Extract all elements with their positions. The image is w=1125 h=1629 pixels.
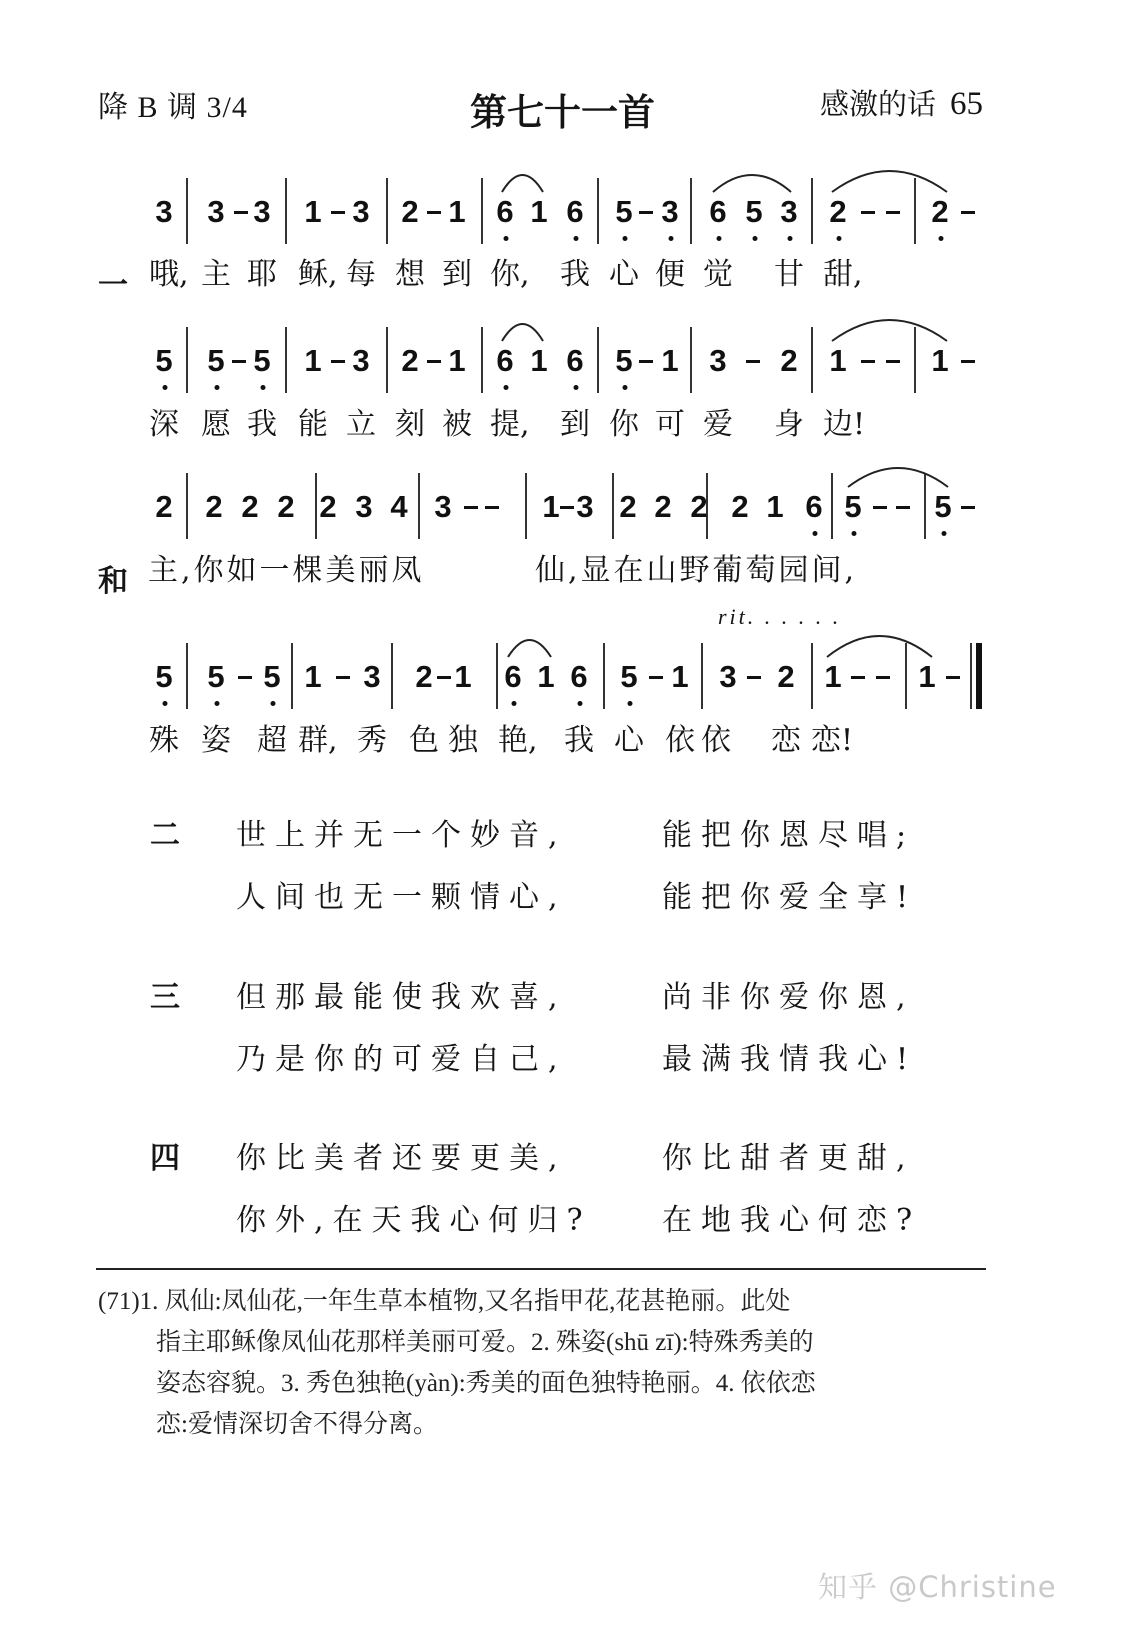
note: 1 — [530, 194, 548, 229]
note: 4 — [390, 489, 408, 524]
lyric-syllable: 依 — [701, 723, 731, 758]
note: 6 — [496, 343, 514, 378]
lyric-syllable: 边! — [823, 407, 866, 442]
note: 1 — [304, 194, 322, 229]
lyric-syllable: 提, — [490, 407, 530, 442]
note: 5 — [253, 343, 271, 378]
section-header — [820, 82, 983, 123]
slur-arc — [825, 631, 934, 659]
bar-line — [481, 178, 483, 244]
note: 1 — [304, 343, 322, 378]
duration-dash — [861, 211, 875, 214]
note: 1 — [671, 659, 689, 694]
note: 3 — [155, 194, 173, 229]
footnote — [98, 1281, 988, 1445]
note: 2 — [777, 659, 795, 694]
lyric-syllable: 被 — [442, 407, 472, 442]
lyric-syllable: 群, — [298, 723, 338, 758]
lyric-syllable: 恋! — [811, 723, 854, 758]
note: 6 — [805, 489, 823, 524]
note: 2 — [619, 489, 637, 524]
slur-arc — [500, 319, 545, 343]
lyric-syllable: 独 — [448, 723, 478, 758]
lyric-syllable: 稣, — [298, 257, 338, 292]
lyric-syllable: 我 — [247, 407, 277, 442]
stanza-phrase-a: 人间也无一颗情心, — [236, 880, 567, 915]
lyric-syllable: 觉 — [703, 257, 733, 292]
duration-dash — [464, 506, 478, 509]
bar-line — [315, 473, 317, 539]
lyric-syllable: 每 — [346, 257, 376, 292]
stanza-number: 三 — [150, 980, 180, 1015]
note: 6 — [496, 194, 514, 229]
low-octave-dot — [574, 236, 579, 241]
duration-dash — [876, 676, 890, 679]
lyric-syllable: 到 — [560, 407, 590, 442]
note: 2 — [931, 194, 949, 229]
duration-dash — [861, 360, 875, 363]
note: 3 — [576, 489, 594, 524]
duration-dash — [639, 360, 653, 363]
note: 3 — [355, 489, 373, 524]
note: 1 — [448, 194, 466, 229]
duration-dash — [896, 506, 910, 509]
duration-dash — [649, 676, 663, 679]
watermark: 知乎 @Christine — [818, 1570, 1057, 1604]
lyric-syllable: 我 — [560, 257, 590, 292]
hymn-title: 第七十一首 — [470, 90, 655, 134]
lyric-line: 主,你如一棵美丽凤 — [148, 553, 425, 588]
footnote-line: 姿态容貌。3. 秀色独艳(yàn):秀美的面色独特艳丽。4. 依依恋 — [156, 1370, 816, 1397]
lyric-syllable: 色 — [409, 723, 439, 758]
bar-line — [831, 473, 833, 539]
stanza-phrase-a: 你比美者还要更美, — [236, 1141, 567, 1176]
section-title: 感激的话 — [819, 89, 936, 121]
note: 1 — [824, 659, 842, 694]
stanza-phrase-a: 但那最能使我欢喜, — [236, 980, 567, 1015]
low-octave-dot — [163, 385, 168, 390]
bar-line — [597, 178, 599, 244]
duration-dash — [331, 211, 345, 214]
duration-dash — [851, 676, 865, 679]
low-octave-dot — [753, 236, 758, 241]
duration-dash — [946, 676, 960, 679]
bar-line — [418, 473, 420, 539]
note: 3 — [253, 194, 271, 229]
duration-dash — [961, 506, 975, 509]
bar-line — [603, 643, 605, 709]
note: 2 — [829, 194, 847, 229]
bar-line — [186, 178, 188, 244]
slur-arc — [711, 170, 793, 194]
verse-label: 和 — [98, 564, 128, 599]
final-bar-thick — [976, 643, 982, 709]
duration-dash — [886, 211, 900, 214]
final-bar-thin — [970, 643, 972, 709]
bar-line — [291, 643, 293, 709]
lyric-syllable: 甜, — [823, 257, 863, 292]
low-octave-dot — [574, 385, 579, 390]
bar-line — [701, 643, 703, 709]
lyric-syllable: 深 — [149, 407, 179, 442]
note: 2 — [731, 489, 749, 524]
bar-line — [811, 643, 813, 709]
slur-arc — [830, 166, 949, 194]
note: 3 — [352, 343, 370, 378]
note: 1 — [766, 489, 784, 524]
bar-line — [690, 178, 692, 244]
note: 1 — [537, 659, 555, 694]
note: 2 — [277, 489, 295, 524]
note: 3 — [719, 659, 737, 694]
note: 1 — [661, 343, 679, 378]
stanza-phrase-a: 你外,在天我心何归? — [236, 1203, 592, 1238]
stanza-phrase-b: 在地我心何恋? — [662, 1203, 922, 1238]
note: 5 — [155, 343, 173, 378]
lyric-syllable: 刻 — [395, 407, 425, 442]
low-octave-dot — [669, 236, 674, 241]
stanza-phrase-b: 最满我情我心! — [662, 1042, 918, 1077]
low-octave-dot — [215, 701, 220, 706]
bar-line — [811, 327, 813, 393]
bar-line — [690, 327, 692, 393]
lyric-syllable: 心 — [614, 723, 644, 758]
bar-line — [386, 178, 388, 244]
stanza-number: 二 — [150, 818, 180, 853]
lyric-syllable: 便 — [655, 257, 685, 292]
note: 2 — [690, 489, 708, 524]
note: 1 — [304, 659, 322, 694]
note: 2 — [654, 489, 672, 524]
duration-dash — [639, 211, 653, 214]
duration-dash — [560, 506, 574, 509]
low-octave-dot — [512, 701, 517, 706]
low-octave-dot — [852, 531, 857, 536]
note: 2 — [205, 489, 223, 524]
key-signature: 降 B 调 3/4 — [98, 91, 248, 124]
bar-line — [186, 327, 188, 393]
lyric-syllable: 甘 — [774, 257, 804, 292]
bar-line — [811, 178, 813, 244]
note: 2 — [241, 489, 259, 524]
note: 3 — [352, 194, 370, 229]
duration-dash — [234, 211, 248, 214]
lyric-syllable: 我 — [564, 723, 594, 758]
low-octave-dot — [942, 531, 947, 536]
note: 5 — [934, 489, 952, 524]
note: 2 — [401, 194, 419, 229]
note: 5 — [155, 659, 173, 694]
footnote-divider — [96, 1268, 986, 1270]
low-octave-dot — [578, 701, 583, 706]
duration-dash — [886, 360, 900, 363]
duration-dash — [238, 676, 252, 679]
note: 1 — [542, 489, 560, 524]
stanza-phrase-b: 能把你爱全享! — [662, 880, 918, 915]
bar-line — [285, 178, 287, 244]
note: 1 — [829, 343, 847, 378]
note: 5 — [207, 343, 225, 378]
lyric-syllable: 可 — [655, 407, 685, 442]
bar-line — [496, 643, 498, 709]
bar-line — [481, 327, 483, 393]
note: 1 — [530, 343, 548, 378]
note: 3 — [363, 659, 381, 694]
note: 1 — [918, 659, 936, 694]
duration-dash — [427, 211, 441, 214]
bar-line — [597, 327, 599, 393]
note: 3 — [780, 194, 798, 229]
bar-line — [186, 643, 188, 709]
note: 6 — [570, 659, 588, 694]
lyric-syllable: 殊 — [149, 723, 179, 758]
low-octave-dot — [504, 236, 509, 241]
lyric-syllable: 姿 — [201, 723, 231, 758]
stanza-phrase-b: 尚非你爱你恩, — [662, 980, 915, 1015]
note: 6 — [566, 343, 584, 378]
lyric-syllable: 恋 — [771, 723, 801, 758]
note: 2 — [780, 343, 798, 378]
duration-dash — [437, 676, 451, 679]
note: 5 — [745, 194, 763, 229]
bar-line — [386, 327, 388, 393]
lyric-syllable: 你, — [490, 257, 530, 292]
lyric-syllable: 艳, — [498, 723, 538, 758]
note: 1 — [448, 343, 466, 378]
duration-dash — [336, 676, 350, 679]
low-octave-dot — [788, 236, 793, 241]
note: 5 — [263, 659, 281, 694]
note: 3 — [709, 343, 727, 378]
lyric-syllable: 耶 — [247, 257, 277, 292]
lyric-syllable: 心 — [609, 257, 639, 292]
duration-dash — [961, 211, 975, 214]
lyric-syllable: 愿 — [201, 407, 231, 442]
note: 1 — [454, 659, 472, 694]
note: 3 — [207, 194, 225, 229]
low-octave-dot — [813, 531, 818, 536]
stanza-phrase-a: 乃是你的可爱自己, — [236, 1042, 567, 1077]
duration-dash — [961, 360, 975, 363]
low-octave-dot — [623, 236, 628, 241]
duration-dash — [873, 506, 887, 509]
lyric-syllable: 能 — [298, 407, 328, 442]
note: 6 — [504, 659, 522, 694]
low-octave-dot — [939, 236, 944, 241]
bar-line — [391, 643, 393, 709]
low-octave-dot — [261, 385, 266, 390]
low-octave-dot — [623, 385, 628, 390]
duration-dash — [331, 360, 345, 363]
note: 3 — [434, 489, 452, 524]
stanza-phrase-b: 能把你恩尽唱; — [662, 818, 916, 853]
bar-line — [612, 473, 614, 539]
duration-dash — [232, 360, 246, 363]
slur-arc — [830, 315, 949, 343]
lyric-syllable: 到 — [442, 257, 472, 292]
note: 2 — [415, 659, 433, 694]
lyric-syllable: 爱 — [703, 407, 733, 442]
lyric-syllable: 超 — [257, 723, 287, 758]
note: 5 — [207, 659, 225, 694]
lyric-syllable: 想 — [395, 257, 425, 292]
lyric-syllable: 主 — [201, 257, 231, 292]
slur-arc — [846, 463, 950, 489]
bar-line — [525, 473, 527, 539]
lyric-syllable: 你 — [609, 407, 639, 442]
note: 2 — [401, 343, 419, 378]
lyric-syllable: 身 — [774, 407, 804, 442]
low-octave-dot — [504, 385, 509, 390]
note: 5 — [620, 659, 638, 694]
lyric-line: 仙,显在山野葡萄园间, — [535, 553, 858, 588]
low-octave-dot — [271, 701, 276, 706]
note: 5 — [615, 194, 633, 229]
ritardando-marking: rit. . . . . . — [718, 604, 842, 629]
lyric-syllable: 秀 — [357, 723, 387, 758]
slur-arc — [500, 170, 545, 194]
footnote-line: (71)1. 凤仙:凤仙花,一年生草本植物,又名指甲花,花甚艳丽。此处 — [98, 1288, 791, 1315]
stanza-number: 四 — [150, 1141, 180, 1176]
note: 2 — [319, 489, 337, 524]
low-octave-dot — [215, 385, 220, 390]
duration-dash — [427, 360, 441, 363]
slur-arc — [506, 635, 553, 659]
bar-line — [285, 327, 287, 393]
lyric-syllable: 依 — [665, 723, 695, 758]
page-number: 65 — [950, 86, 983, 122]
note: 2 — [155, 489, 173, 524]
footnote-line: 恋:爱情深切舍不得分离。 — [156, 1411, 438, 1438]
low-octave-dot — [163, 701, 168, 706]
stanza-phrase-a: 世上并无一个妙音, — [236, 818, 567, 853]
bar-line — [186, 473, 188, 539]
lyric-syllable: 哦, — [149, 257, 189, 292]
note: 3 — [661, 194, 679, 229]
note: 5 — [615, 343, 633, 378]
note: 6 — [709, 194, 727, 229]
note: 5 — [844, 489, 862, 524]
duration-dash — [746, 360, 760, 363]
lyric-syllable: 立 — [346, 407, 376, 442]
duration-dash — [747, 676, 761, 679]
verse-label: 一 — [98, 268, 128, 303]
note: 1 — [931, 343, 949, 378]
note: 6 — [566, 194, 584, 229]
low-octave-dot — [837, 236, 842, 241]
duration-dash — [485, 506, 499, 509]
low-octave-dot — [628, 701, 633, 706]
footnote-line: 指主耶稣像凤仙花那样美丽可爱。2. 殊姿(shū zī):特殊秀美的 — [156, 1329, 814, 1356]
low-octave-dot — [717, 236, 722, 241]
stanza-phrase-b: 你比甜者更甜, — [662, 1141, 915, 1176]
